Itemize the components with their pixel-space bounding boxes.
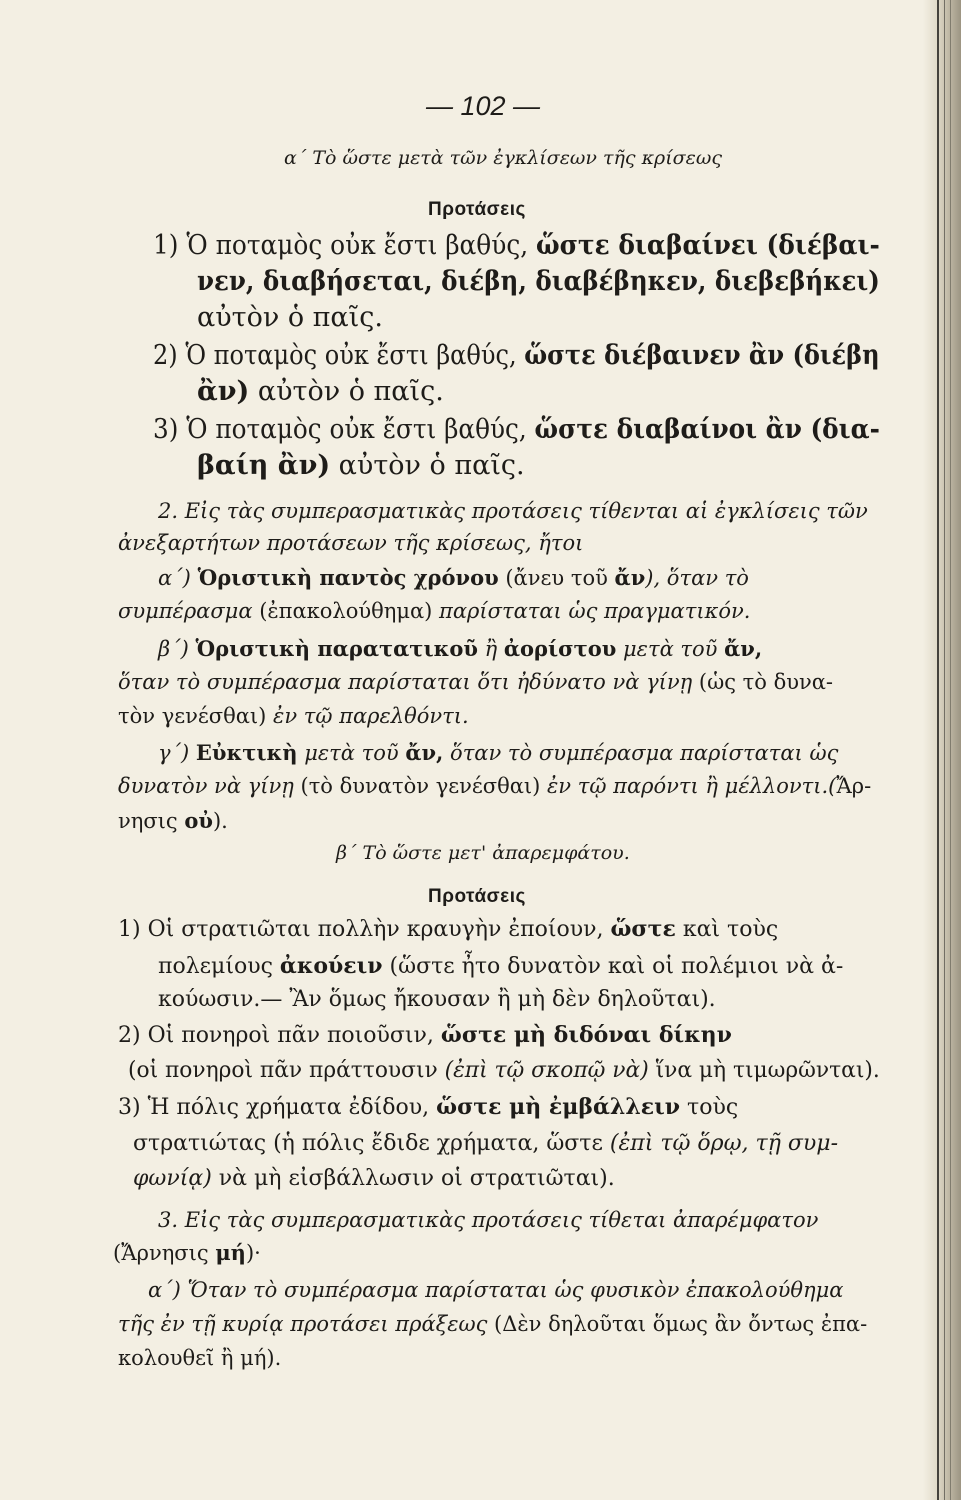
rule-text: δυνατὸν νὰ γίνῃ [118,774,301,798]
page-edge-line [950,0,951,1500]
rule-text: ἀπαρέμφατον [673,1208,819,1232]
rule-text: ). [212,809,228,833]
example-text: 3) Ἡ πόλις χρήματα ἐδίδου, [118,1095,437,1120]
example-italic-text: (ἐπὶ τῷ σκοπῷ νὰ) [444,1058,649,1083]
rule-bold-term: Εὐκτικὴ [195,740,298,765]
rule-text: ἢ [477,637,504,661]
rule-text: Ἄρ- [836,774,872,798]
rule-text: μετὰ τοῦ [297,741,406,765]
rule-3a-line-3: κολουθεῖ ἢ μή). [118,1346,282,1370]
rule-text: τὸν γενέσθαι) [118,704,267,728]
rule-text: 2. Εἰς τὰς συμπερασματικὰς προτάσεις τίθενται αἱ ἐγκλίσεις τῶν [158,499,868,523]
rule-3-line-1 [158,1210,818,1231]
rule-text: (ἐπακολούθημα) [259,599,433,623]
rule-text: (ἄνευ τοῦ [498,566,615,590]
page-edge-line [937,0,939,1500]
rule-text: ἐν τῷ παρελθόντι. [266,704,469,728]
rule-2c-line-1 [158,742,838,764]
example-bold-text: ὥστε διαβαίνει (διέβαι- [536,230,880,261]
example-2-line-1 [153,342,880,369]
example-3-line-1 [153,416,880,443]
example-bold-text: ὥστε μὴ ἐμβάλλειν [436,1094,681,1120]
rule-text: )· [245,1241,261,1265]
rule-text: ὅταν τὸ συμπέρασμα παρίσταται ὅτι ἠδύνατο νὰ γίνῃ [118,670,699,694]
rule-text: γ΄) [158,741,196,765]
example-5-line-1 [118,1024,732,1047]
sentences-label: Προτάσεις [428,199,526,220]
example-5-line-2 [128,1060,880,1082]
example-text: 3) Ὁ ποταμὸς οὐκ ἔστι βαθύς, [153,414,535,445]
rule-text: α΄) Ὅταν τὸ συμπέρασμα παρίσταται ὡς φυσικὸν ἐπακολούθημα [148,1278,844,1302]
example-text: τοὺς [680,1095,739,1120]
rule-text: ), ὅταν τὸ [645,566,749,590]
rule-text: συμπέρασμα [118,599,260,623]
rule-bold-term: Ὁριστικὴ παρατατικοῦ [195,636,478,661]
rule-3a-line-1 [148,1280,843,1301]
example-bold-text: ὥστε [610,916,676,942]
example-text: (ὥστε ἦτο δυνατὸν καὶ οἱ πολέμιοι νὰ ἀ- [382,954,844,979]
rule-bold-term: ἄν [614,565,646,590]
rule-2c-line-3 [118,810,228,832]
rule-2-line-2 [118,533,583,554]
rule-2b-line-2 [118,672,833,693]
rule-bold-term: ἄν, [724,636,763,661]
example-text: 1) Ὁ ποταμὸς οὐκ ἔστι βαθύς, [153,230,537,261]
example-text: 1) Οἱ στρατιῶται πολλὴν κραυγὴν ἐποίουν, [118,917,611,942]
example-italic-text: φωνίᾳ) [133,1166,212,1191]
rule-text: (Ἄρνησις [113,1241,216,1265]
rule-text: α΄) [158,566,198,590]
example-6-line-1 [118,1096,738,1119]
example-2-line-2 [197,378,444,405]
example-4-line-3: κούωσιν.— Ἂν ὅμως ἤκουσαν ἢ μὴ δὲν δηλοῦται). [158,987,716,1012]
example-1-line-2 [197,268,880,295]
rule-2b-line-3 [118,706,469,727]
page-edge-shadow [923,0,961,1500]
rule-text: παρίσταται ὡς πραγματικόν. [432,599,751,623]
rule-text: νησις [118,809,185,833]
rule-bold-term: μή [215,1240,246,1265]
rule-2-line-1 [158,501,868,522]
example-text: αὐτὸν ὁ παῖς. [249,376,444,407]
rule-2a-line-1 [158,567,749,589]
example-text: πολεμίους [158,954,280,979]
example-6-line-2 [133,1133,838,1155]
rule-3-line-2 [113,1242,261,1264]
example-bold-text: ὥστε διαβαίνοι ἂν (δια- [534,414,880,445]
example-1-line-3: αὐτὸν ὁ παῖς. [197,302,383,333]
rule-text: ἐν τῷ παρόντι ἢ μέλλοντι.( [540,774,837,798]
example-text: καὶ τοὺς [675,917,779,942]
rule-text: β΄) [158,637,196,661]
example-text: 2) Ὁ ποταμὸς οὐκ ἔστι βαθύς, [153,340,525,371]
example-text: (οἱ πονηροὶ πᾶν πράττουσιν [128,1058,445,1083]
page-edge-line [944,0,945,1500]
rule-2b-line-1 [158,638,762,660]
example-text: (ἡ πόλις ἔδιδε χρήματα, ὥστε [273,1131,610,1156]
rule-bold-term: ἀορίστου [503,636,617,661]
example-text: αὐτὸν ὁ παῖς. [330,450,525,481]
rule-text: (Δὲν δηλοῦται ὅμως ἂν ὄντως ἐπα- [494,1312,868,1336]
example-3-line-2 [197,452,525,479]
example-text: στρατιώτας [133,1131,274,1156]
rule-text: μετὰ τοῦ [616,637,725,661]
example-italic-text: (ἐπὶ τῷ ὅρῳ, τῇ συμ- [609,1131,839,1156]
example-1-line-1 [153,232,880,259]
sentences-label: Προτάσεις [428,886,526,907]
rule-text: ἀνεξαρτήτων προτάσεων τῆς κρίσεως, ἤτοι [118,531,584,555]
example-4-line-2 [158,955,843,978]
section-a-heading: α΄ Τὸ ὥστε μετὰ τῶν ἐγκλίσεων τῆς κρίσεως [284,147,722,169]
rule-bold-term: οὐ [184,808,213,833]
rule-text: (ὡς τὸ δυνα- [698,670,834,694]
example-text: νὰ μὴ εἰσβάλλωσιν οἱ στρατιῶται). [211,1166,615,1191]
example-6-line-3 [133,1168,615,1190]
rule-3a-line-2 [118,1314,867,1335]
example-text: 2) Οἱ πονηροὶ πᾶν ποιοῦσιν, [118,1023,441,1048]
rule-text: (τὸ δυνατὸν γενέσθαι) [300,774,541,798]
example-bold-text: ὥστε μὴ διδόναι δίκην [440,1022,732,1048]
rule-bold-term: Ὁριστικὴ παντὸς χρόνου [197,565,499,590]
example-bold-text: ὥστε διέβαινεν ἂν (διέβη [524,340,880,371]
page-number: — 102 — [426,91,541,121]
rule-bold-term: ἄν, [405,740,444,765]
rule-text: ὅταν τὸ συμπέρασμα παρίσταται ὡς [443,741,839,765]
example-4-line-1 [118,918,778,941]
example-bold-text: ἂν) [197,376,250,407]
example-bold-text: βαίη ἂν) [197,450,331,481]
example-text: ἵνα μὴ τιμωρῶνται). [648,1058,880,1083]
rule-text: τῆς ἐν τῇ κυρίᾳ προτάσει πράξεως [118,1312,495,1336]
rule-2c-line-2 [118,776,871,797]
section-b-heading: β΄ Τὸ ὥστε μετ' ἀπαρεμφάτου. [336,842,630,864]
rule-2a-line-2 [118,601,750,622]
rule-text: 3. Εἰς τὰς συμπερασματικὰς προτάσεις τίθεται [158,1208,674,1232]
example-bold-text: νεν, διαβήσεται, διέβη, διαβέβηκεν, διεβεβήκει) [197,266,880,297]
example-bold-text: ἀκούειν [279,953,383,979]
